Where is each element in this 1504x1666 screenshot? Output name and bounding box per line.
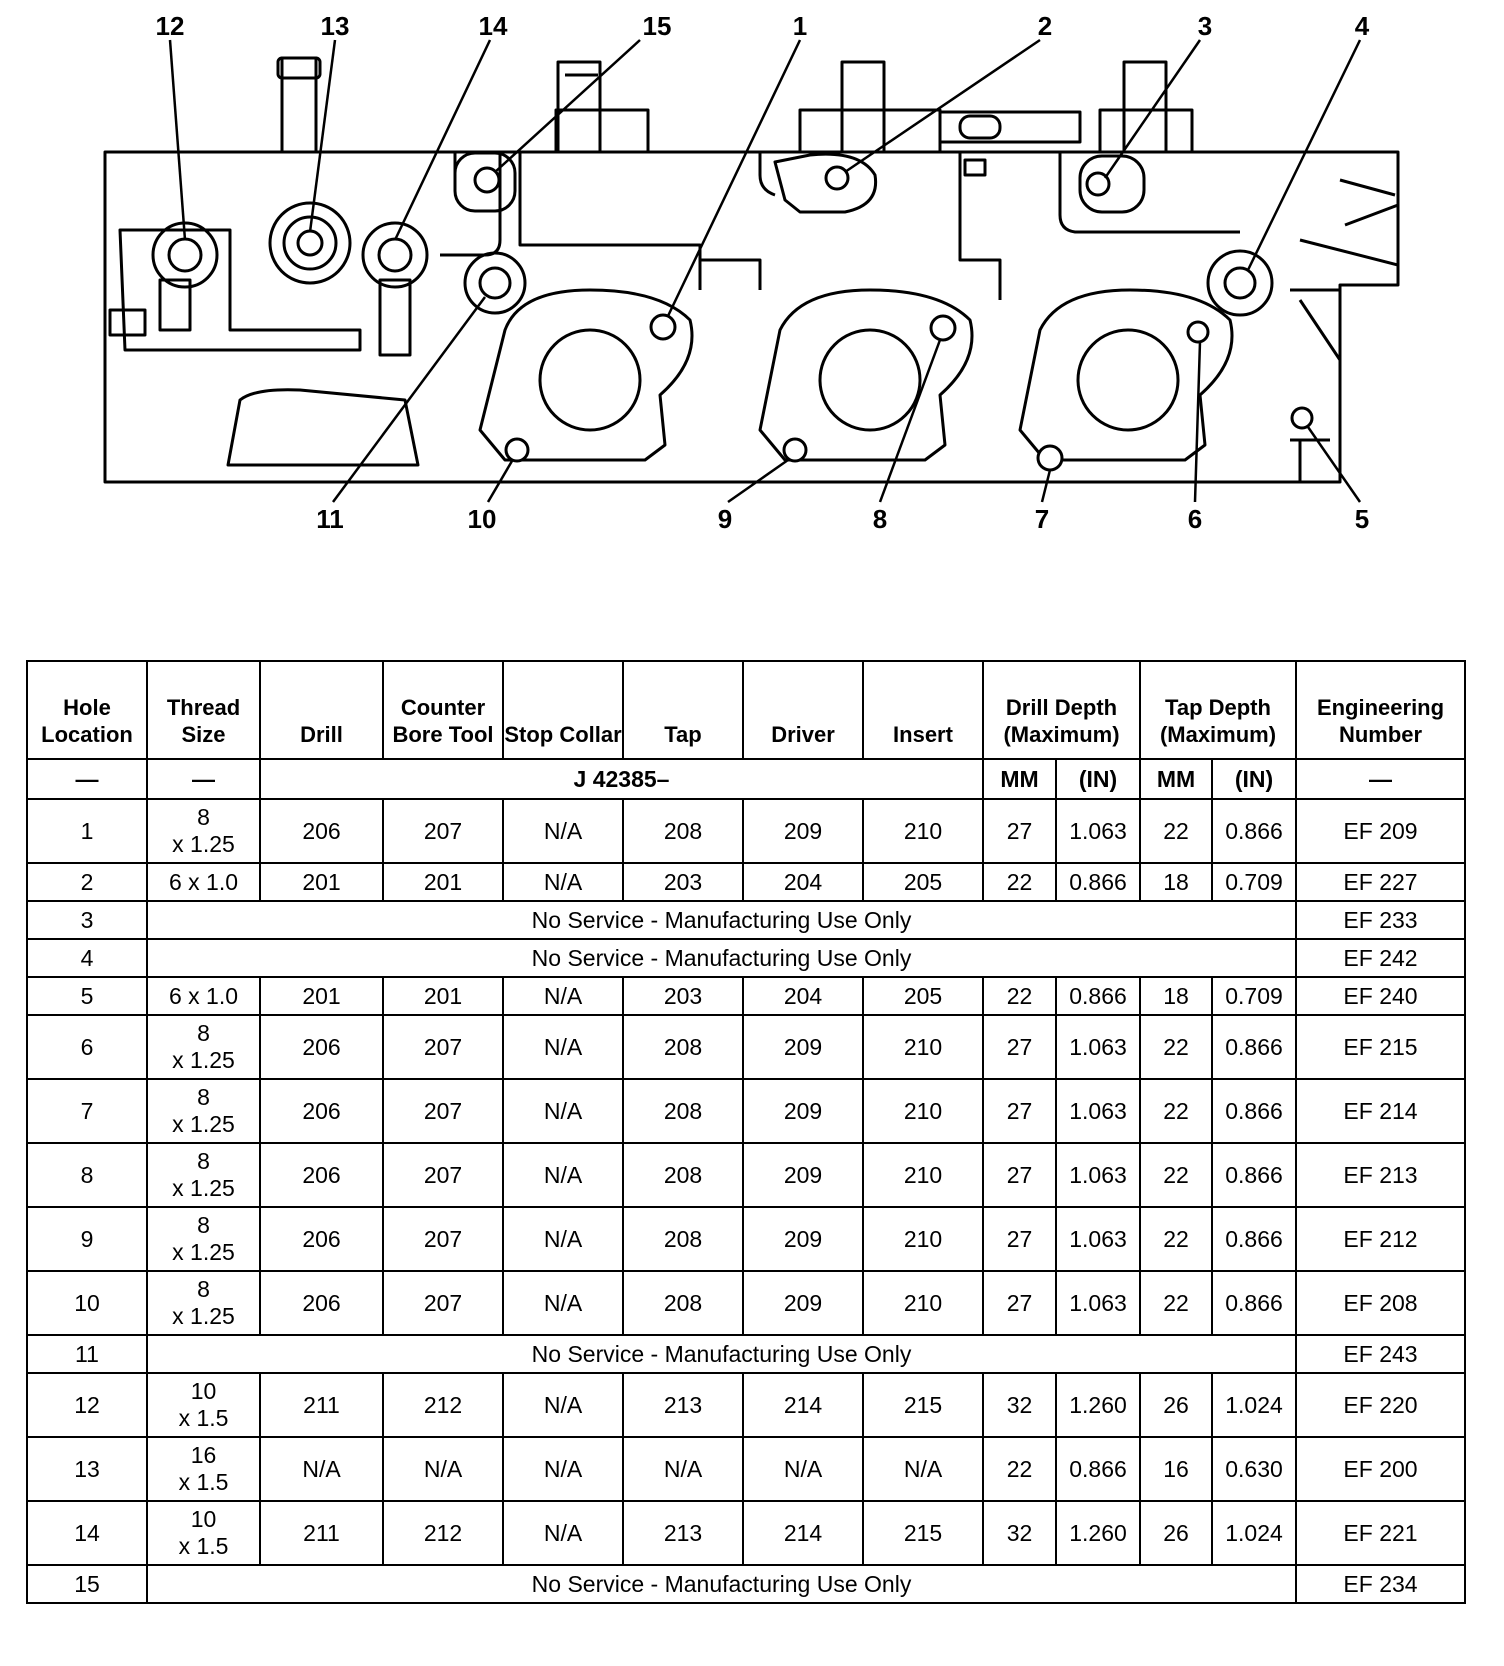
header-stop-collar: Stop Collar [503,661,623,759]
units-tap-in: (IN) [1212,759,1296,799]
header-engineering-number: Engineering Number [1296,661,1465,759]
dd-in-cell: 1.063 [1056,1207,1140,1271]
thread-size-part: x 1.25 [172,1239,235,1265]
tap-cell: 208 [623,1207,743,1271]
thread-size-cell [147,799,260,863]
table-row [27,977,1465,1015]
hole-label: 11 [316,504,344,534]
hole-label: 12 [155,11,185,41]
engineering-number-cell: EF 221 [1296,1501,1465,1565]
tap-cell: 213 [623,1373,743,1437]
insert-cell: 210 [863,799,983,863]
drill-cell: 211 [260,1373,383,1437]
stop-cell: N/A [503,1015,623,1079]
stop-cell: N/A [503,1143,623,1207]
table-row [27,1437,1465,1501]
insert-cell: 210 [863,1015,983,1079]
td-in-cell: 0.709 [1212,977,1296,1015]
td-mm-cell: 22 [1140,1143,1212,1207]
thread-size-part: 8 [197,1148,210,1174]
thread-size-part: x 1.5 [178,1405,229,1431]
units-hole: — [27,759,147,799]
cbore-cell: 212 [383,1501,503,1565]
port-3 [1078,330,1178,430]
hole-label: 9 [717,504,733,534]
insert-cell: 205 [863,863,983,901]
hole-label: 5 [1354,504,1370,534]
dd-mm-cell: 27 [983,1015,1056,1079]
table-row [27,939,1465,977]
drill-cell: 206 [260,1015,383,1079]
thread-size-part: 8 [197,804,210,830]
engineering-number-cell: EF 200 [1296,1437,1465,1501]
stop-cell: N/A [503,1079,623,1143]
hole-label: 10 [467,504,497,534]
hole-location-cell: 6 [27,1015,147,1079]
hole-location-cell: 5 [27,977,147,1015]
hole-6 [1188,322,1208,342]
td-mm-cell: 26 [1140,1501,1212,1565]
dd-in-cell: 1.063 [1056,799,1140,863]
td-in-cell: 0.866 [1212,1143,1296,1207]
engineering-number-cell: EF 213 [1296,1143,1465,1207]
td-in-cell: 0.630 [1212,1437,1296,1501]
tap-cell: 213 [623,1501,743,1565]
thread-size-part: 8 [197,1212,210,1238]
top-tab-3 [842,62,884,152]
engineering-number-cell: EF 240 [1296,977,1465,1015]
thread-size-cell [147,1207,260,1271]
cbore-cell: 201 [383,977,503,1015]
hole-label: 3 [1197,11,1213,41]
dd-mm-cell: 27 [983,1271,1056,1335]
table-row [27,799,1465,863]
cbore-cell: 212 [383,1373,503,1437]
hole-label: 13 [320,11,350,41]
engineering-number-cell: EF 208 [1296,1271,1465,1335]
driver-cell: N/A [743,1437,863,1501]
header-thread-size: Thread Size [147,661,260,759]
dd-mm-cell: 22 [983,1437,1056,1501]
hole-7 [1038,446,1062,470]
units-tap-mm: MM [1140,759,1212,799]
hole-label: 7 [1034,504,1050,534]
dd-mm-cell: 32 [983,1373,1056,1437]
thread-size-part: x 1.25 [172,1175,235,1201]
hole-location-cell: 7 [27,1079,147,1143]
cbore-cell: 207 [383,1207,503,1271]
thread-size-cell [147,1271,260,1335]
hole-14 [379,239,411,271]
td-in-cell: 0.866 [1212,1271,1296,1335]
hole-10 [506,439,528,461]
dd-mm-cell: 22 [983,863,1056,901]
drill-cell: 206 [260,1271,383,1335]
thread-size-part: x 1.25 [172,1047,235,1073]
engineering-number-cell: EF 215 [1296,1015,1465,1079]
tap-cell: N/A [623,1437,743,1501]
top-tab-1 [282,58,316,152]
stop-cell: N/A [503,977,623,1015]
insert-cell: 215 [863,1373,983,1437]
engineering-number-cell: EF 209 [1296,799,1465,863]
hole-location-cell: 1 [27,799,147,863]
insert-cell: 210 [863,1271,983,1335]
table-row [27,1373,1465,1437]
units-eng: — [1296,759,1465,799]
tap-cell: 208 [623,1015,743,1079]
td-mm-cell: 22 [1140,1207,1212,1271]
td-mm-cell: 22 [1140,799,1212,863]
thread-size-part: 16 [190,1442,217,1468]
cylinder-head-diagram [0,0,1504,540]
engineering-number-cell: EF 214 [1296,1079,1465,1143]
stop-cell: N/A [503,1271,623,1335]
thread-size-part: x 1.25 [172,1303,235,1329]
hole-label: 4 [1354,11,1370,41]
engineering-number-cell: EF 243 [1296,1335,1465,1373]
tool-prefix: J 42385– [260,759,983,799]
units-thread: — [147,759,260,799]
header-tap: Tap [623,661,743,759]
insert-cell: 215 [863,1501,983,1565]
td-mm-cell: 22 [1140,1015,1212,1079]
driver-cell: 209 [743,1207,863,1271]
hole-label: 1 [792,11,808,41]
tap-cell: 203 [623,863,743,901]
cbore-cell: 207 [383,1143,503,1207]
table-row [27,1015,1465,1079]
driver-cell: 209 [743,1271,863,1335]
driver-cell: 209 [743,1015,863,1079]
hole-11 [480,268,510,298]
tap-cell: 208 [623,1143,743,1207]
engineering-number-cell: EF 212 [1296,1207,1465,1271]
insert-cell: N/A [863,1437,983,1501]
hole-9 [784,439,806,461]
td-mm-cell: 16 [1140,1437,1212,1501]
td-in-cell: 0.709 [1212,863,1296,901]
hole-location-cell: 12 [27,1373,147,1437]
dd-in-cell: 0.866 [1056,1437,1140,1501]
thread-size-part: 8 [197,1020,210,1046]
thread-size-part: 10 [190,1378,217,1404]
stop-cell: N/A [503,863,623,901]
tap-cell: 208 [623,799,743,863]
td-in-cell: 0.866 [1212,1207,1296,1271]
table-row [27,863,1465,901]
driver-cell: 204 [743,863,863,901]
hole-label: 14 [478,11,508,41]
hole-location-cell: 9 [27,1207,147,1271]
td-in-cell: 1.024 [1212,1373,1296,1437]
dd-in-cell: 1.063 [1056,1079,1140,1143]
no-service-cell: No Service - Manufacturing Use Only [147,1335,1296,1373]
header-hole-location: Hole Location [27,661,147,759]
header-insert: Insert [863,661,983,759]
hole-location-cell: 15 [27,1565,147,1603]
thread-size-part: 8 [197,1276,210,1302]
cbore-cell: 207 [383,799,503,863]
stop-cell: N/A [503,799,623,863]
cbore-cell: 201 [383,863,503,901]
top-tab-4 [1124,62,1166,152]
td-mm-cell: 22 [1140,1079,1212,1143]
thread-size-cell [147,863,260,901]
dd-mm-cell: 27 [983,1207,1056,1271]
driver-cell: 214 [743,1501,863,1565]
dd-mm-cell: 32 [983,1501,1056,1565]
port-1 [540,330,640,430]
driver-cell: 204 [743,977,863,1015]
td-mm-cell: 18 [1140,863,1212,901]
drill-cell: 206 [260,1143,383,1207]
thread-size-cell [147,1437,260,1501]
dd-in-cell: 1.260 [1056,1373,1140,1437]
header-drill-depth: Drill Depth (Maximum) [983,661,1140,759]
header-drill: Drill [260,661,383,759]
driver-cell: 209 [743,799,863,863]
thread-size-cell [147,1373,260,1437]
table-row [27,1501,1465,1565]
hole-location-cell: 11 [27,1335,147,1373]
stop-cell: N/A [503,1373,623,1437]
table-row [27,1207,1465,1271]
td-mm-cell: 22 [1140,1271,1212,1335]
dd-in-cell: 0.866 [1056,863,1140,901]
td-in-cell: 0.866 [1212,1015,1296,1079]
stop-cell: N/A [503,1501,623,1565]
hole-location-cell: 8 [27,1143,147,1207]
hole-1 [651,315,675,339]
stop-cell: N/A [503,1437,623,1501]
thread-size-part: x 1.5 [178,1533,229,1559]
thread-size-cell [147,1079,260,1143]
engineering-number-cell: EF 227 [1296,863,1465,901]
table-row [27,1079,1465,1143]
table-row [27,1565,1465,1603]
hole-location-cell: 10 [27,1271,147,1335]
engineering-number-cell: EF 220 [1296,1373,1465,1437]
driver-cell: 214 [743,1373,863,1437]
no-service-cell: No Service - Manufacturing Use Only [147,901,1296,939]
td-in-cell: 0.866 [1212,799,1296,863]
drill-cell: 206 [260,799,383,863]
thread-size-part: 6 x 1.0 [168,868,239,895]
engineering-number-cell: EF 233 [1296,901,1465,939]
thread-size-cell [147,1143,260,1207]
hole-8 [931,316,955,340]
hole-label: 15 [642,11,672,41]
drill-cell: N/A [260,1437,383,1501]
drill-cell: 206 [260,1207,383,1271]
dd-mm-cell: 27 [983,799,1056,863]
thread-size-part: 10 [190,1506,217,1532]
dd-in-cell: 0.866 [1056,977,1140,1015]
hole-label: 2 [1037,11,1053,41]
thread-size-part: 6 x 1.0 [168,982,239,1009]
dd-in-cell: 1.063 [1056,1143,1140,1207]
drill-cell: 206 [260,1079,383,1143]
hole-location-cell: 13 [27,1437,147,1501]
hole-location-cell: 4 [27,939,147,977]
td-in-cell: 1.024 [1212,1501,1296,1565]
units-drill-mm: MM [983,759,1056,799]
hole-label: 6 [1187,504,1203,534]
td-mm-cell: 18 [1140,977,1212,1015]
hole-4 [1225,268,1255,298]
dd-mm-cell: 27 [983,1143,1056,1207]
thread-size-part: x 1.25 [172,1111,235,1137]
hole-13 [298,231,322,255]
header-counter-bore-tool: Counter Bore Tool [383,661,503,759]
tap-cell: 208 [623,1271,743,1335]
td-in-cell: 0.866 [1212,1079,1296,1143]
thread-repair-spec-table [26,660,1466,1604]
insert-cell: 205 [863,977,983,1015]
dd-mm-cell: 27 [983,1079,1056,1143]
table-row [27,901,1465,939]
thread-size-cell [147,1501,260,1565]
hole-location-cell: 2 [27,863,147,901]
hole-2 [826,167,848,189]
thread-size-part: 8 [197,1084,210,1110]
thread-size-part: x 1.25 [172,831,235,857]
td-mm-cell: 26 [1140,1373,1212,1437]
hole-5 [1292,408,1312,428]
driver-cell: 209 [743,1143,863,1207]
drill-cell: 201 [260,863,383,901]
hole-location-cell: 3 [27,901,147,939]
tap-cell: 203 [623,977,743,1015]
no-service-cell: No Service - Manufacturing Use Only [147,1565,1296,1603]
cbore-cell: 207 [383,1271,503,1335]
units-drill-in: (IN) [1056,759,1140,799]
engineering-number-cell: EF 234 [1296,1565,1465,1603]
insert-cell: 210 [863,1143,983,1207]
drill-cell: 211 [260,1501,383,1565]
dd-in-cell: 1.063 [1056,1271,1140,1335]
driver-cell: 209 [743,1079,863,1143]
header-tap-depth: Tap Depth (Maximum) [1140,661,1296,759]
cbore-cell: 207 [383,1015,503,1079]
table-row [27,1335,1465,1373]
thread-size-part: x 1.5 [178,1469,229,1495]
dd-in-cell: 1.260 [1056,1501,1140,1565]
thread-size-cell [147,977,260,1015]
insert-cell: 210 [863,1079,983,1143]
no-service-cell: No Service - Manufacturing Use Only [147,939,1296,977]
dd-mm-cell: 22 [983,977,1056,1015]
cbore-cell: 207 [383,1079,503,1143]
table-row [27,1271,1465,1335]
port-2 [820,330,920,430]
drill-cell: 201 [260,977,383,1015]
hole-label: 8 [872,504,888,534]
hole-12 [169,239,201,271]
engineering-number-cell: EF 242 [1296,939,1465,977]
stop-cell: N/A [503,1207,623,1271]
insert-cell: 210 [863,1207,983,1271]
tap-cell: 208 [623,1079,743,1143]
hole-location-cell: 14 [27,1501,147,1565]
dd-in-cell: 1.063 [1056,1015,1140,1079]
table-row [27,1143,1465,1207]
header-driver: Driver [743,661,863,759]
thread-size-cell [147,1015,260,1079]
cbore-cell: N/A [383,1437,503,1501]
